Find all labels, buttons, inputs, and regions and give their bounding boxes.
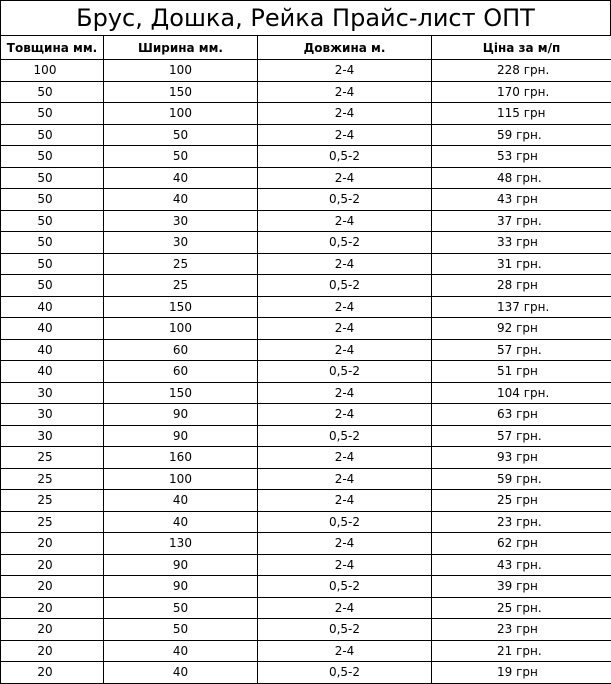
cell-width: 40 [104, 167, 258, 189]
cell-length: 0,5-2 [258, 146, 432, 168]
table-header-row [1, 36, 611, 60]
table-row [1, 146, 611, 168]
cell-width: 160 [104, 447, 258, 469]
cell-price: 59 грн. [432, 468, 611, 490]
cell-length: 2-4 [258, 81, 432, 103]
cell-thickness: 20 [1, 533, 104, 555]
table-row [1, 576, 611, 598]
table-row [1, 447, 611, 469]
cell-length: 2-4 [258, 490, 432, 512]
cell-length: 2-4 [258, 533, 432, 555]
cell-thickness: 20 [1, 554, 104, 576]
table-row [1, 619, 611, 641]
cell-length: 2-4 [258, 597, 432, 619]
cell-width: 30 [104, 210, 258, 232]
cell-thickness: 50 [1, 81, 104, 103]
cell-price: 25 грн [432, 490, 611, 512]
cell-price: 43 грн [432, 189, 611, 211]
cell-width: 100 [104, 468, 258, 490]
cell-length: 2-4 [258, 382, 432, 404]
cell-thickness: 25 [1, 447, 104, 469]
table-row [1, 167, 611, 189]
cell-price: 63 грн [432, 404, 611, 426]
cell-thickness: 50 [1, 146, 104, 168]
page-title: Брус, Дошка, Рейка Прайс-лист ОПТ [0, 0, 611, 35]
cell-width: 90 [104, 404, 258, 426]
table-row [1, 232, 611, 254]
table-row [1, 468, 611, 490]
cell-length: 0,5-2 [258, 189, 432, 211]
cell-width: 130 [104, 533, 258, 555]
table-row [1, 597, 611, 619]
cell-price: 39 грн [432, 576, 611, 598]
cell-price: 28 грн [432, 275, 611, 297]
table-row [1, 210, 611, 232]
cell-length: 0,5-2 [258, 425, 432, 447]
cell-length: 2-4 [258, 60, 432, 82]
cell-price: 57 грн. [432, 425, 611, 447]
cell-price: 31 грн. [432, 253, 611, 275]
cell-price: 23 грн. [432, 511, 611, 533]
cell-thickness: 50 [1, 103, 104, 125]
cell-price: 51 грн [432, 361, 611, 383]
cell-price: 53 грн [432, 146, 611, 168]
cell-length: 2-4 [258, 124, 432, 146]
cell-thickness: 25 [1, 490, 104, 512]
table-row [1, 490, 611, 512]
cell-width: 100 [104, 103, 258, 125]
cell-width: 90 [104, 576, 258, 598]
cell-price: 43 грн. [432, 554, 611, 576]
cell-width: 40 [104, 189, 258, 211]
cell-width: 90 [104, 554, 258, 576]
cell-width: 30 [104, 232, 258, 254]
header-length: Довжина м. [258, 36, 432, 60]
table-row [1, 339, 611, 361]
cell-thickness: 20 [1, 619, 104, 641]
cell-width: 50 [104, 146, 258, 168]
cell-length: 0,5-2 [258, 576, 432, 598]
cell-width: 25 [104, 275, 258, 297]
cell-width: 40 [104, 640, 258, 662]
cell-price: 104 грн. [432, 382, 611, 404]
cell-width: 100 [104, 318, 258, 340]
cell-length: 2-4 [258, 318, 432, 340]
cell-thickness: 50 [1, 124, 104, 146]
cell-length: 2-4 [258, 253, 432, 275]
cell-width: 150 [104, 81, 258, 103]
cell-thickness: 20 [1, 597, 104, 619]
cell-thickness: 50 [1, 189, 104, 211]
table-row [1, 103, 611, 125]
table-body [1, 60, 611, 684]
cell-thickness: 100 [1, 60, 104, 82]
cell-length: 2-4 [258, 339, 432, 361]
header-width: Ширина мм. [104, 36, 258, 60]
table-row [1, 189, 611, 211]
table-row [1, 60, 611, 82]
cell-thickness: 30 [1, 404, 104, 426]
cell-width: 100 [104, 60, 258, 82]
table-row [1, 640, 611, 662]
table-row [1, 425, 611, 447]
cell-width: 50 [104, 597, 258, 619]
cell-thickness: 20 [1, 640, 104, 662]
table-row [1, 554, 611, 576]
price-table [0, 35, 611, 684]
cell-width: 40 [104, 511, 258, 533]
cell-price: 21 грн. [432, 640, 611, 662]
cell-price: 92 грн [432, 318, 611, 340]
table-row [1, 404, 611, 426]
cell-price: 170 грн. [432, 81, 611, 103]
cell-length: 2-4 [258, 640, 432, 662]
cell-length: 2-4 [258, 103, 432, 125]
cell-price: 137 грн. [432, 296, 611, 318]
table-row [1, 382, 611, 404]
table-row [1, 275, 611, 297]
cell-thickness: 30 [1, 382, 104, 404]
cell-thickness: 50 [1, 232, 104, 254]
cell-thickness: 25 [1, 511, 104, 533]
cell-length: 0,5-2 [258, 511, 432, 533]
cell-width: 50 [104, 619, 258, 641]
cell-thickness: 50 [1, 167, 104, 189]
cell-thickness: 40 [1, 339, 104, 361]
cell-length: 2-4 [258, 296, 432, 318]
cell-length: 0,5-2 [258, 361, 432, 383]
cell-length: 0,5-2 [258, 232, 432, 254]
cell-thickness: 40 [1, 296, 104, 318]
table-row [1, 296, 611, 318]
cell-price: 48 грн. [432, 167, 611, 189]
cell-width: 25 [104, 253, 258, 275]
cell-price: 93 грн [432, 447, 611, 469]
cell-length: 2-4 [258, 468, 432, 490]
cell-thickness: 25 [1, 468, 104, 490]
cell-price: 62 грн [432, 533, 611, 555]
cell-price: 37 грн. [432, 210, 611, 232]
cell-price: 19 грн [432, 662, 611, 684]
table-row [1, 533, 611, 555]
cell-price: 115 грн [432, 103, 611, 125]
cell-price: 228 грн. [432, 60, 611, 82]
header-thickness: Товщина мм. [1, 36, 104, 60]
cell-length: 2-4 [258, 404, 432, 426]
cell-price: 23 грн [432, 619, 611, 641]
cell-thickness: 20 [1, 576, 104, 598]
cell-length: 0,5-2 [258, 619, 432, 641]
cell-price: 59 грн. [432, 124, 611, 146]
cell-price: 57 грн. [432, 339, 611, 361]
cell-thickness: 50 [1, 253, 104, 275]
cell-length: 2-4 [258, 447, 432, 469]
cell-thickness: 20 [1, 662, 104, 684]
table-row [1, 361, 611, 383]
cell-length: 2-4 [258, 167, 432, 189]
cell-width: 150 [104, 296, 258, 318]
cell-thickness: 50 [1, 275, 104, 297]
cell-width: 60 [104, 339, 258, 361]
table-row [1, 253, 611, 275]
cell-width: 40 [104, 662, 258, 684]
cell-width: 40 [104, 490, 258, 512]
cell-length: 0,5-2 [258, 662, 432, 684]
header-price: Ціна за м/п [432, 36, 611, 60]
cell-width: 90 [104, 425, 258, 447]
cell-length: 0,5-2 [258, 275, 432, 297]
cell-width: 60 [104, 361, 258, 383]
table-row [1, 511, 611, 533]
cell-length: 2-4 [258, 210, 432, 232]
table-row [1, 124, 611, 146]
cell-thickness: 40 [1, 361, 104, 383]
cell-length: 2-4 [258, 554, 432, 576]
cell-thickness: 30 [1, 425, 104, 447]
cell-thickness: 50 [1, 210, 104, 232]
cell-width: 50 [104, 124, 258, 146]
cell-thickness: 40 [1, 318, 104, 340]
cell-width: 150 [104, 382, 258, 404]
table-row [1, 318, 611, 340]
cell-price: 25 грн. [432, 597, 611, 619]
cell-price: 33 грн [432, 232, 611, 254]
table-row [1, 81, 611, 103]
